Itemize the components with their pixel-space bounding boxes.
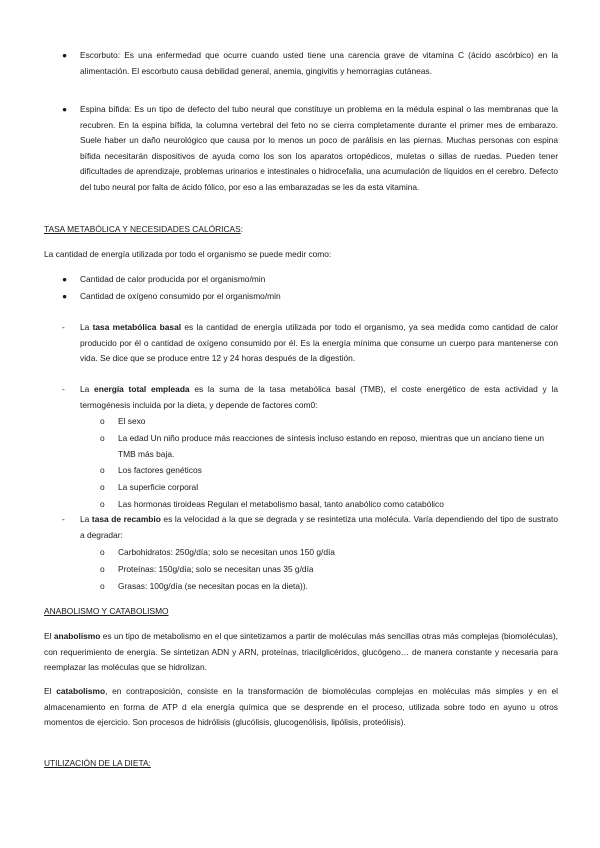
circle-marker: o [100,499,105,509]
list-item [100,497,558,513]
bullet-marker: ● [62,104,68,114]
list-item [62,382,558,413]
list-item [100,414,558,430]
measure-text: Cantidad de calor producida por el organismo/min [80,274,266,284]
scurvy-text: Escorbuto: Es una enfermedad que ocurre cuando usted tiene una carencia grave de vitamina C (ácido ascórbico) en la alimentación. El escorbuto causa debilidad general, anemia, gingivitis y hemorragias cutáneas. [80,50,558,76]
section-heading [44,756,558,772]
circle-marker: o [100,482,105,492]
list-item [100,579,558,595]
list-item [62,272,558,288]
list-item [62,48,558,79]
substrate-text: Proteínas: 150g/día; solo se necesitan unas 35 g/día [118,564,314,574]
section-heading [44,222,558,238]
bullet-marker: ● [62,274,68,284]
factor-text: El sexo [118,416,146,426]
list-item [100,431,558,462]
dash-marker: - [62,384,65,394]
dash-marker: - [62,322,65,332]
anabolismo-paragraph: El anabolismo es un tipo de metabolismo en el que sintetizamos a partir de moléculas más sencillas otras más complejas (biomoléculas), con requerimiento de energía. Se sintetizan ADN y ARN, proteínas, triacilglicéridos, glucógeno… de manera constante y necesaria para reemplazar las moléculas que se hidrolizan. [44,631,558,673]
measure-text: Cantidad de oxígeno consumido por el organismo/min [80,291,281,301]
substrate-text: Grasas: 100g/día (se necesitan pocas en la dieta)). [118,581,308,591]
circle-marker: o [100,465,105,475]
heading-text: ANABOLISMO Y CATABOLISMO [44,606,169,616]
factor-text: La superficie corporal [118,482,199,492]
list-item [62,512,558,543]
list-item [100,562,558,578]
list-item [100,545,558,561]
factor-text: La edad Un niño produce más reacciones de síntesis incluso estando en reposo, mientras que un anciano tiene un TMB más baja. [118,433,545,459]
section-heading [44,604,558,620]
energia-total-text: La energía total empleada es la suma de la tasa metabólica basal (TMB), el coste energético de esta actividad y la termogénesis incluida por la dieta, y depende de factores com0: [80,384,558,410]
tasa-basal-text: La tasa metabólica basal es la cantidad de energía utilizada por todo el organismo, ya sea medida como cantidad de calor producido por él o cantidad de oxígeno consumido por él. Es la energía mínima que consume un cuerpo para mantenerse con vida. Se dice que se produce entre 12 y 24 horas después de la digestión. [80,322,558,364]
catabolismo-paragraph: El catabolismo, en contraposición, consiste en la transformación de biomoléculas complejas en moléculas más simples y en el almacenamiento en forma de ATP d ela energía química que se desprende en el proceso, utilizada sobre todo en ayuno u otros momentos de ejercicio. Son procesos de hidrólisis (glucólisis, glucogenólisis, lipólisis, proteólisis). [44,686,558,728]
list-item [62,289,558,305]
circle-marker: o [100,547,105,557]
factor-text: Los factores genéticos [118,465,202,475]
substrate-text: Carbohidratos: 250g/día; solo se necesitan unos 150 g/día [118,547,335,557]
list-item [62,102,558,196]
intro-paragraph: La cantidad de energía utilizada por todo el organismo se puede medir como: [44,249,332,259]
circle-marker: o [100,581,105,591]
circle-marker: o [100,416,105,426]
heading-suffix: : [240,224,244,234]
list-item [100,463,558,479]
factor-text: Las hormonas tiroideas Regulan el metabolismo basal, tanto anabólico como catabólico [118,499,444,509]
spina-bifida-text: Espina bífida: Es un tipo de defecto del tubo neural que constituye un problema en la médula espinal o las membranas que la recubren. En la espina bífida, la columna vertebral del feto no se cierra completamente durante el primer mes de embarazo. Suele haber un daño neurológico que causa por lo menos un poco de parálisis en las piernas. Muchas personas con espina bífida necesitarán dispositivos de ayuda como los son los aparatos ortopédicos, muletas o sillas de ruedas. Pueden tener dificultades de aprendizaje, problemas urinarios e intestinales o hidrocefalia, una acumulación de líquidos en el cerebro. Defecto del tubo neural por falta de ácido fólico, por eso a las embarazadas se les da esta vitamina. [80,104,558,192]
heading-text: TASA METABÓLICA Y NECESIDADES CALÓRICAS [44,224,241,234]
list-item [100,480,558,496]
dash-marker: - [62,514,65,524]
circle-marker: o [100,433,105,443]
list-item [62,320,558,367]
tasa-recambio-text: La tasa de recambio es la velocidad a la que se degrada y se resintetiza una molécula. Varía dependiendo del tipo de sustrato a degradar: [80,514,558,540]
bullet-marker: ● [62,291,68,301]
bullet-marker: ● [62,50,68,60]
circle-marker: o [100,564,105,574]
heading-text: UTILIZACIÓN DE LA DIETA: [44,758,151,768]
